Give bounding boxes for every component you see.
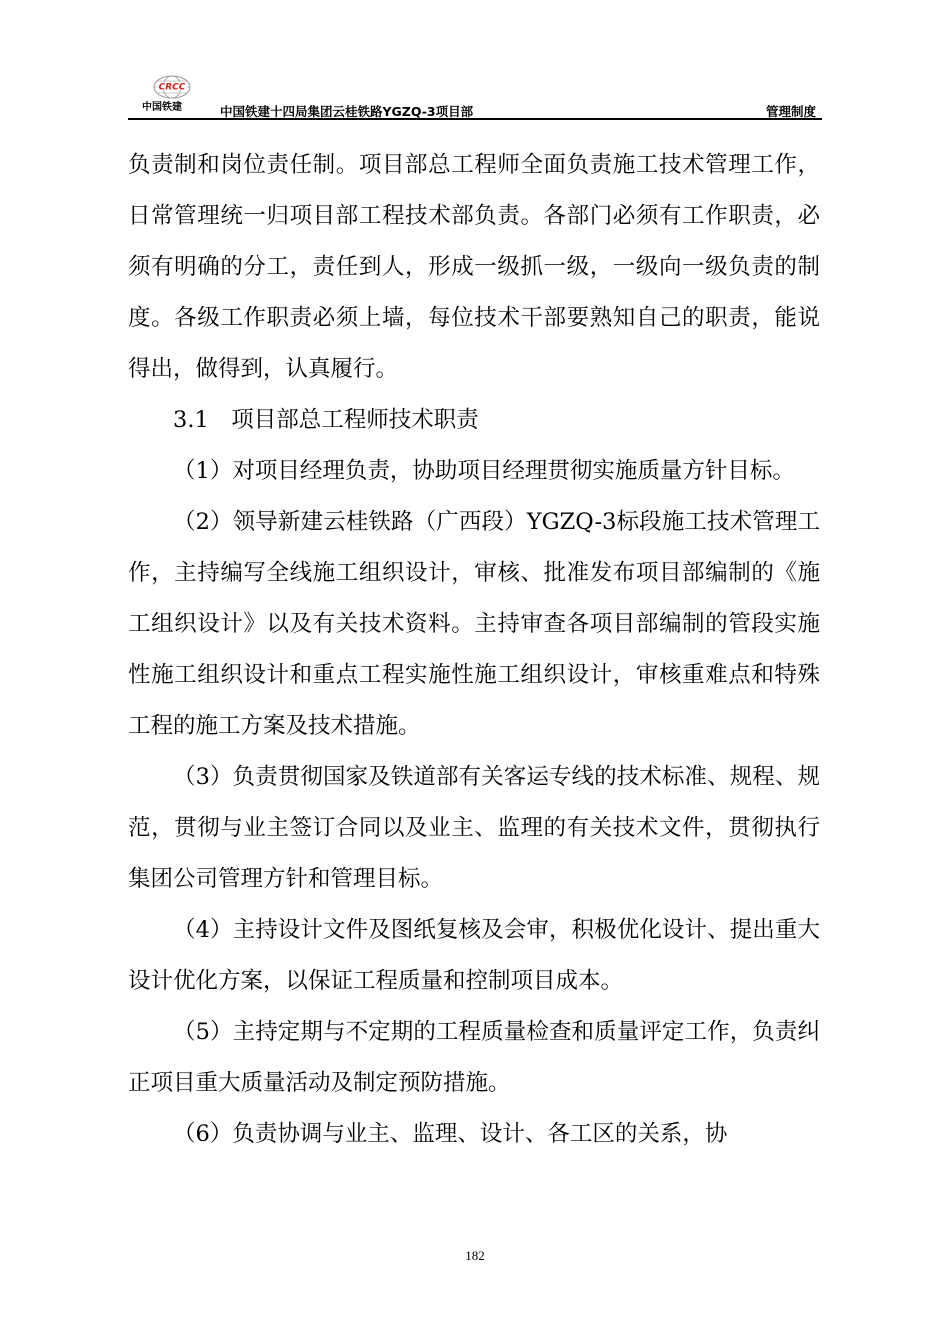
- paragraph: （3）负责贯彻国家及铁道部有关客运专线的技术标准、规程、规范，贯彻与业主签订合同以及业主、监理的有关技术文件，贯彻执行集团公司管理方针和管理目标。: [128, 764, 820, 892]
- page-header: [128, 68, 822, 120]
- paragraph: （2）领导新建云桂铁路（广西段）YGZQ-3标段施工技术管理工作，主持编写全线施工组织设计，审核、批准发布项目部编制的《施工组织设计》以及有关技术资料。主持审查各项目部编制的管段实施性施工组织设计和重点工程实施性施工组织设计，审核重难点和特殊工程的施工方案及技术措施。: [128, 509, 820, 739]
- section-heading: 3.1 项目部总工程师技术职责: [173, 407, 479, 433]
- paragraph: （4）主持设计文件及图纸复核及会审，积极优化设计、提出重大设计优化方案，以保证工程质量和控制项目成本。: [128, 917, 820, 994]
- page-number: 182: [465, 1248, 485, 1263]
- paragraph: （1）对项目经理负责，协助项目经理贯彻实施质量方针目标。: [173, 458, 795, 484]
- svg-text:CRCC: CRCC: [158, 82, 186, 93]
- document-body: [128, 140, 820, 1160]
- header-section: 管理制度: [765, 104, 816, 119]
- paragraph: （6）负责协调与业主、监理、设计、各工区的关系，协: [173, 1121, 728, 1147]
- logo-label: 中国铁建: [142, 102, 182, 113]
- paragraph: （5）主持定期与不定期的工程质量检查和质量评定工作，负责纠正项目重大质量活动及制定预防措施。: [128, 1019, 820, 1096]
- paragraph: 负责制和岗位责任制。项目部总工程师全面负责施工技术管理工作，日常管理统一归项目部工程技术部负责。各部门必须有工作职责，必须有明确的分工，责任到人，形成一级抓一级，一级向一级负责的制度。各级工作职责必须上墙，每位技术干部要熟知自己的职责，能说得出，做得到，认真履行。: [128, 152, 820, 382]
- header-title: 中国铁建十四局集团云桂铁路YGZQ-3项目部: [220, 104, 474, 119]
- header-divider: [128, 118, 822, 120]
